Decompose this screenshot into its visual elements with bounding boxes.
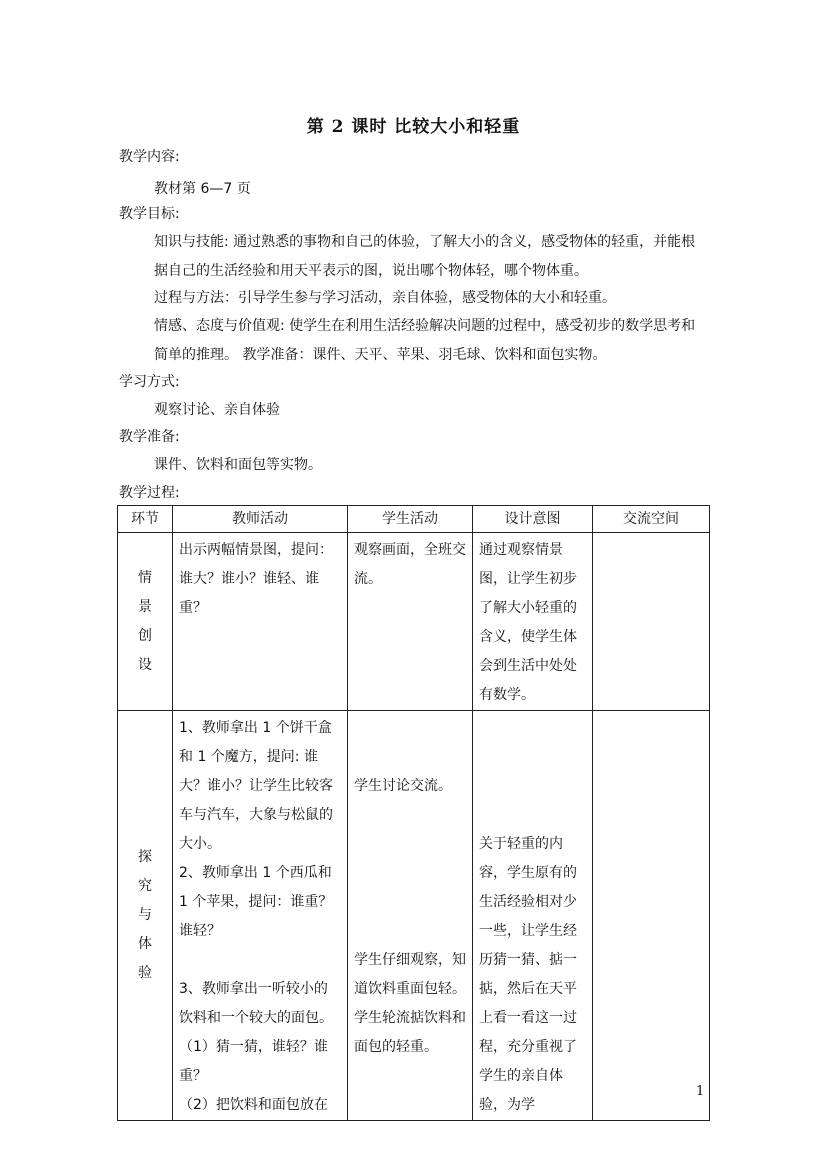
header-teacher: 教师活动 (173, 506, 348, 533)
prep-label: 教学准备: (119, 429, 180, 445)
design-intent (473, 711, 593, 1121)
lesson-title: 第 2 课时 比较大小和轻重 (306, 117, 521, 137)
student-activity: 观察画面，全班交流。 (348, 533, 473, 711)
exchange-space (593, 533, 710, 711)
design-intent-text: 关于轻重的内容，学生原有的生活经验相对少一些，让学生经历猜一猜、掂一掂，然后在天平上看一看这一过程，充分重视了学生的亲自体验，为学 (479, 836, 577, 1113)
table-row (118, 711, 710, 1121)
content-label: 教学内容: (119, 149, 180, 165)
goal-knowledge-text: 知识与技能: 通过熟悉的事物和自己的体验，了解大小的含义，感受物体的轻重，并能根据自己的生活经验和用天平表示的图，说出哪个物体轻，哪个物体重。 (154, 234, 696, 279)
goal-knowledge (119, 228, 709, 285)
teacher-step-3a: （1）猜一猜，谁轻？谁重？ (179, 1039, 328, 1084)
teacher-step-3b: （2）把饮料和面包放在 (179, 1097, 328, 1113)
student-activity (348, 711, 473, 1121)
stage-char: 情 (138, 569, 152, 586)
header-student: 学生活动 (348, 506, 473, 533)
table-row (118, 533, 710, 711)
goal-emotion-text: 情感、态度与价值观: 使学生在利用生活经验解决问题的过程中，感受初步的数学思考和简单的推理。 教学准备：课件、天平、苹果、羽毛球、饮料和面包实物。 (154, 318, 696, 363)
stage-cell (118, 711, 173, 1121)
table-header-row (118, 506, 710, 533)
goal-emotion (119, 312, 709, 369)
header-space: 交流空间 (593, 506, 710, 533)
student-step-1: 学生讨论交流。 (354, 778, 452, 794)
student-step-2: 学生仔细观察，知道饮料重面包轻。学生轮流掂饮料和面包的轻重。 (354, 952, 466, 1055)
study-label: 学习方式: (119, 374, 180, 390)
stage-cell (118, 533, 173, 711)
page-number: 1 (696, 1084, 705, 1099)
goal-process-text: 过程与方法：引导学生参与学习活动，亲自体验，感受物体的大小和轻重。 (154, 290, 616, 306)
stage-char: 体 (138, 936, 152, 952)
stage-char: 设 (138, 656, 152, 673)
teacher-activity (173, 711, 348, 1121)
stage-char: 究 (138, 878, 152, 894)
teacher-step-2: 2、教师拿出 1 个西瓜和 1 个苹果，提问：谁重？谁轻？ (179, 865, 333, 939)
stage-char: 探 (138, 849, 152, 865)
stage-char: 与 (138, 907, 152, 923)
content-text: 教材第 6—7 页 (154, 181, 251, 197)
stage-char: 验 (138, 965, 152, 981)
goals-label: 教学目标: (119, 206, 180, 222)
header-intent: 设计意图 (473, 506, 593, 533)
exchange-space (593, 711, 710, 1121)
teacher-step-3: 3、教师拿出一听较小的饮料和一个较大的面包。 (179, 981, 333, 1026)
lesson-process-table (117, 505, 710, 1121)
study-text: 观察讨论、亲自体验 (154, 402, 280, 418)
stage-char: 创 (138, 627, 152, 644)
process-label: 教学过程: (119, 485, 180, 501)
header-stage: 环节 (118, 506, 173, 533)
teacher-step-1: 1、教师拿出 1 个饼干盒和 1 个魔方，提问: 谁大？谁小？让学生比较客车与汽车，大象与松鼠的大小。 (179, 720, 333, 852)
stage-char: 景 (138, 598, 152, 615)
design-intent: 通过观察情景图，让学生初步了解大小轻重的含义，使学生体会到生活中处处有数学。 (473, 533, 593, 711)
goal-process (119, 284, 709, 313)
prep-text: 课件、饮料和面包等实物。 (154, 457, 322, 473)
teacher-activity: 出示两幅情景图，提问：谁大？谁小？谁轻、谁重？ (173, 533, 348, 711)
